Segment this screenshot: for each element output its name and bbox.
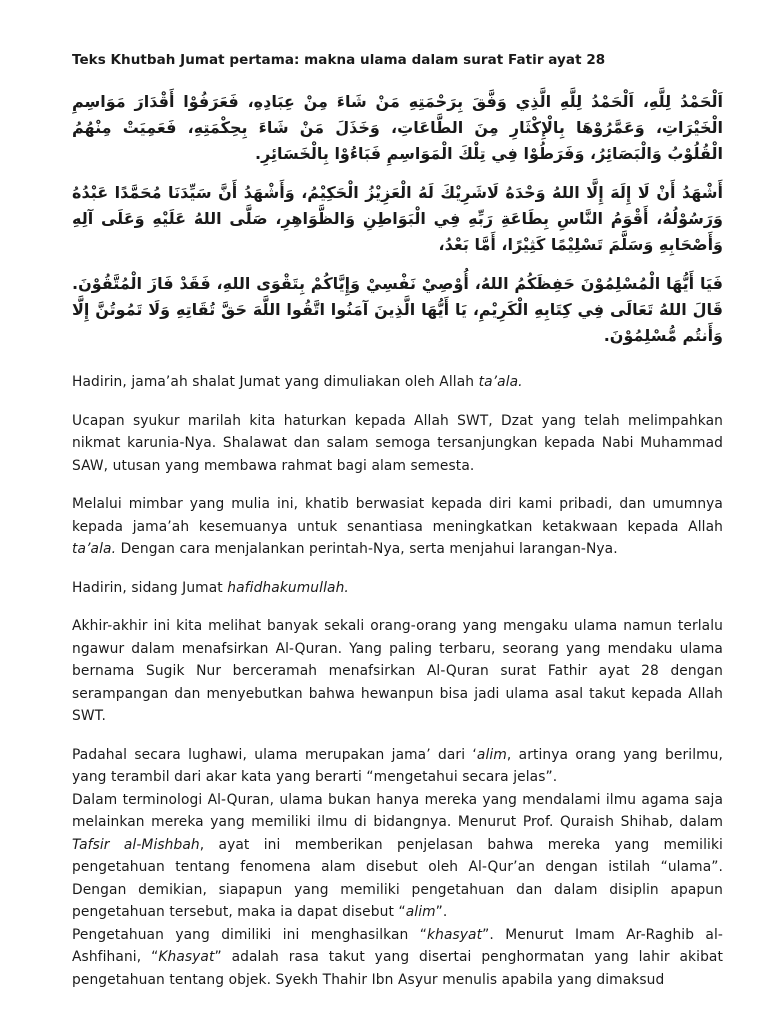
italic-term: Tafsir al-Mishbah [72,836,200,853]
paragraph-text: Padahal secara lughawi, ulama merupakan jama’ dari ‘ [72,746,477,763]
paragraph-text: Hadirin, jama’ah shalat Jumat yang dimuliakan oleh Allah [72,374,479,390]
italic-term: Khasyat [158,949,215,965]
paragraph-wasiat [72,493,723,561]
paragraph-text: ”. [435,904,448,920]
paragraph-text: Dalam terminologi Al-Quran, ulama bukan hanya mereka yang mendalami ilmu agama saja melainkan mereka yang memiliki ilmu di bidangnya. Menurut Prof. Quraish Shihab, dalam [72,791,723,830]
paragraph-text: ” adalah rasa takut yang disertai penghormatan yang lahir akibat pengetahuan tentang objek. Syekh Thahir Ibn Asyur menulis apabila yang dimaksud [72,949,723,988]
paragraph-terminologi [72,789,723,924]
arabic-opening-hamdalah: اَلْحَمْدُ لِلَّهِ، اَلْحَمْدُ لِلَّهِ الَّذِي وَفَّقَ بِرَحْمَتِهِ مَنْ شَاءَ مِنْ عِبَادِهِ، فَعَرَفُوْا أَقْدَارَ مَوَاسِمِ الْخَيْرَاتِ، وَعَمَّرُوْهَا بِالْإِكْثَارِ مِنَ الطَّاعَاتِ، وَخَذَلَ مَنْ شَاءَ بِحِكْمَتِهِ، فَعَمِيَتْ مِنْهُمُ الْقُلُوْبُ وَالْبَصَائِرُ، وَفَرَطُوْا فِي تِلْكَ الْمَوَاسِمِ فَبَاءُوْا بِالْخَسَائِرِ. [72,92,723,163]
italic-term: alim [476,746,507,763]
paragraph-khasyat [72,924,723,992]
paragraph-text: Hadirin, sidang Jumat [72,579,228,596]
paragraph-text: ”. Menurut Imam Ar-Raghib al-Ashfihani, “ [72,926,724,965]
italic-term: alim [405,904,436,920]
arabic-wasiat-taqwa: فَيَا أَيُّهَا الْمُسْلِمُوْنَ حَفِظَكُمُ اللهُ، أُوْصِيْ نَفْسِيْ وَإِيَّاكُمْ بِتَقْوَى اللهِ، فَقَدْ فَازَ الْمُتَّقُوْنَ. قَالَ اللهُ تَعَالَى فِي كِتَابِهِ الْكَرِيْمِ، يَا أَيُّهَا الَّذِينَ آمَنُوا اتَّقُوا اللَّهَ حَقَّ تُقَاتِهِ وَلَا تَمُوتُنَّ إِلَّا وَأَنتُم مُّسْلِمُوْنَ. [72,274,723,345]
paragraph-text: , ayat ini memberikan penjelasan bahwa mereka yang memiliki pengetahuan tentang fenomena alam disebut oleh Al-Qur’an dengan istilah “ulama”. Dengan demikian, siapapun yang memiliki pengetahuan dan dalam disiplin apapun pengetahuan tersebut, maka ia dapat disebut “ [72,836,723,920]
italic-term: ta’ala. [72,541,117,557]
italic-term: khasyat [427,926,483,943]
paragraph-lughawi [72,744,723,789]
paragraph-syukur: Ucapan syukur marilah kita haturkan kepada Allah SWT, Dzat yang telah melimpahkan nikmat karunia-Nya. Shalawat dan salam semoga tersanjungkan kepada Nabi Muhammad SAW, utusan yang membawa rahmat bagi alam semesta. [72,412,723,474]
arabic-syahadat: أَشْهَدُ أَنْ لَا إِلَهَ إِلَّا اللهُ وَحْدَهُ لَاشَرِيْكَ لَهُ الْعَزِيْزُ الْحَكِيْمُ، وَأَشْهَدُ أَنَّ سَيِّدَنَا مُحَمَّدًا عَبْدُهُ وَرَسُوْلُهُ، أَقْوَمُ النَّاسِ بِطَاعَةِ رَبِّهِ فِي الْبَوَاطِنِ وَالظَّوَاهِرِ، صَلَّى اللهُ عَلَيْهِ وَعَلَى آلِهِ وَأَصْحَابِهِ وَسَلَّمَ تَسْلِيْمًا كَثِيْرًا، أَمَّا بَعْدُ، [72,183,723,254]
paragraph-akhir-akhir: Akhir-akhir ini kita melihat banyak sekali orang-orang yang mengaku ulama namun terlalu ngawur dalam menafsirkan Al-Quran. Yang paling terbaru, seorang yang mendaku ulama bernama Sugik Nur berceramah menafsirkan Al-Quran surat Fathir ayat 28 dengan serampangan dan menyebutkan bahwa hewanpun bisa jadi ulama asal takut kepada Allah SWT. [72,618,723,724]
paragraph-greeting [72,371,723,394]
paragraph-hadirin [72,577,723,600]
paragraph-text: Dengan cara menjalankan perintah-Nya, serta menjahui larangan-Nya. [116,541,618,557]
document-title: Teks Khutbah Jumat pertama: makna ulama dalam surat Fatir ayat 28 [72,52,606,68]
paragraph-text: , artinya orang yang berilmu, yang terambil dari akar kata yang berarti “mengetahui secara jelas”. [72,746,723,785]
paragraph-text: Pengetahuan yang dimiliki ini menghasilkan “ [72,926,428,943]
italic-term: ta’ala. [478,374,523,390]
italic-term: hafidhakumullah. [227,579,349,596]
paragraph-text: Melalui mimbar yang mulia ini, khatib berwasiat kepada diri kami pribadi, dan umumnya kepada jama’ah kesemuanya untuk senantiasa meningkatkan ketakwaan kepada Allah [72,496,723,535]
